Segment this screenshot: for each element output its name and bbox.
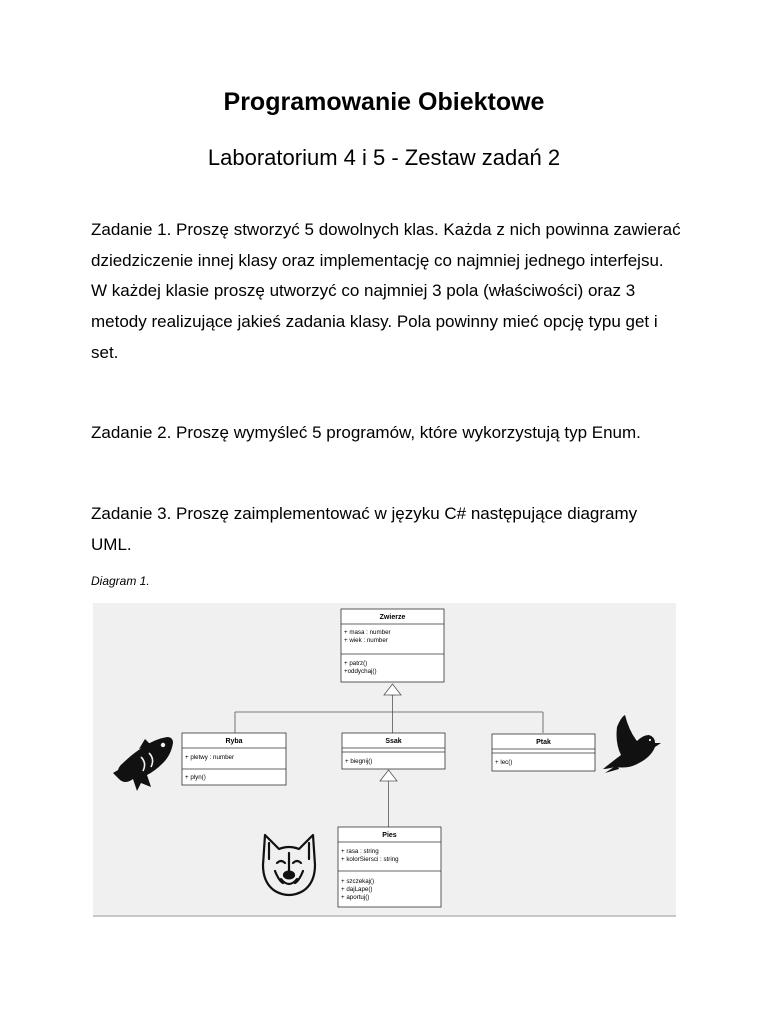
class-ssak-name: Ssak bbox=[385, 738, 402, 745]
class-ryba-name: Ryba bbox=[225, 738, 243, 745]
inheritance-zwierze bbox=[235, 684, 543, 733]
class-zwierze-attr: + masa : number bbox=[344, 629, 391, 636]
class-zwierze-method: + patrz() bbox=[344, 660, 368, 667]
class-zwierze bbox=[341, 609, 444, 682]
uml-diagram-canvas bbox=[93, 603, 676, 915]
uml-diagram bbox=[93, 603, 676, 917]
task-1-text: Zadanie 1. Proszę stworzyć 5 dowolnych klas. Każda z nich powinna zawierać dziedziczenie innej klasy oraz implementację co najmniej jednego interfejsu. W każdej klasie proszę utworzyć co najmniej 3 pola (właściwości) oraz 3 metody realizujące jakieś zadania klasy. Pola powinny mieć opcję typu get i set. bbox=[91, 220, 681, 362]
class-pies-attr: + kolorSiersci : string bbox=[341, 856, 399, 863]
class-ssak bbox=[342, 733, 445, 769]
bird-icon bbox=[603, 715, 661, 773]
class-ptak-name: Ptak bbox=[536, 739, 551, 746]
task-2-text: Zadanie 2. Proszę wymyśleć 5 programów, które wykorzystują typ Enum. bbox=[91, 423, 641, 442]
class-ryba bbox=[182, 733, 286, 785]
class-pies-attr: + rasa : string bbox=[341, 848, 379, 855]
class-pies-method: + aportuj() bbox=[341, 894, 370, 901]
class-zwierze-method: +oddychaj() bbox=[344, 668, 377, 675]
class-ptak-method: + lec() bbox=[495, 759, 513, 766]
fish-icon bbox=[113, 737, 173, 791]
page-subtitle: Laboratorium 4 i 5 - Zestaw zadań 2 bbox=[207, 145, 561, 170]
class-pies-name: Pies bbox=[382, 832, 397, 839]
class-zwierze-attr: + wiek : number bbox=[344, 637, 388, 644]
class-pies-method: + szczekaj() bbox=[341, 878, 375, 885]
class-ryba-attr: + pletwy : number bbox=[185, 754, 235, 761]
inheritance-ssak bbox=[380, 770, 397, 827]
class-pies-method: + dajLape() bbox=[341, 886, 373, 893]
dog-icon bbox=[263, 835, 315, 895]
class-pies bbox=[338, 827, 441, 907]
class-ssak-method: + biegnij() bbox=[345, 758, 373, 765]
class-ryba-method: + plyn() bbox=[185, 774, 206, 781]
task-3-text: Zadanie 3. Proszę zaimplementować w języku C# następujące diagramy UML. bbox=[91, 504, 638, 554]
page-title: Programowanie Obiektowe bbox=[223, 88, 545, 116]
class-zwierze-name: Zwierze bbox=[379, 614, 406, 621]
diagram-caption: Diagram 1. bbox=[91, 574, 150, 588]
class-ptak bbox=[492, 734, 595, 771]
